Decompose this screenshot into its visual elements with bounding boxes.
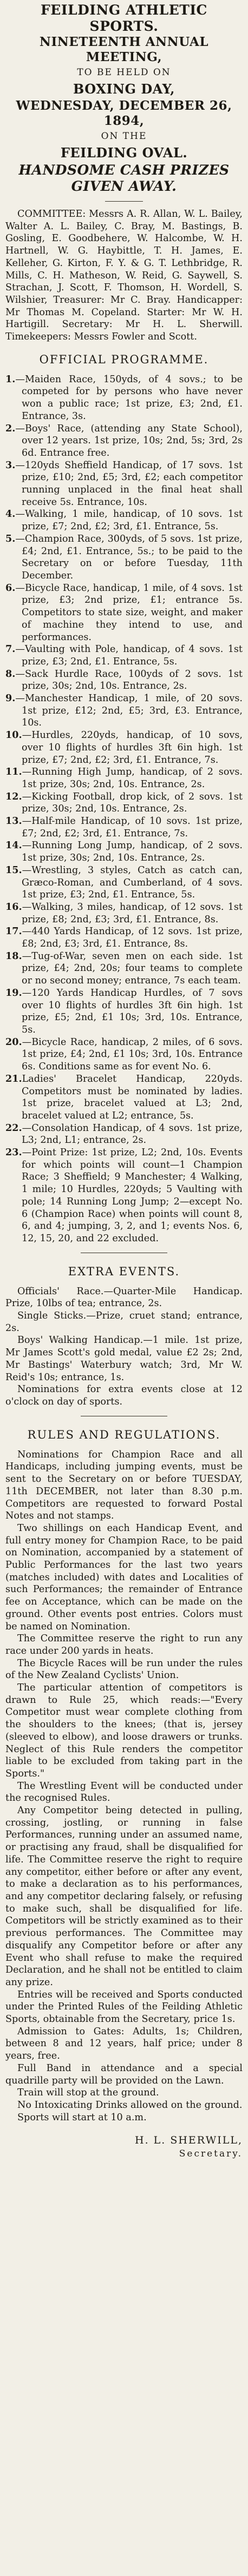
event-number: 6. [5, 582, 16, 594]
rule-paragraph: Two shillings on each Handicap Event, and full entry money for Champion Race, to be paid on Nomination, accompanied by a statement of Public Performances for the last two years (matches included) with dates and Localities of such Performances; the remainder of Entrance fee on Acceptance, which can be made on the ground. Other events post entries. Colors must be named on Nomination. [5, 1522, 243, 1632]
event-number: 12. [5, 790, 22, 802]
on-the-line: ON THE [101, 131, 147, 142]
event-number: 22. [5, 1122, 22, 1134]
to-be-held-line: TO BE HELD ON [77, 67, 171, 78]
prizes-banner-1: HANDSOME CASH PRIZES [18, 162, 230, 178]
event-text: —Half-mile Handicap, of 10 sovs. 1st prize, £7; 2nd, £2; 3rd, £1. Entrance, 7s. [22, 816, 243, 839]
rule-paragraph: The Wrestling Event will be conducted under the recognised Rules. [5, 1780, 243, 1804]
rules-list [5, 1449, 243, 2124]
event-number: 16. [5, 901, 22, 913]
programme-event [5, 1147, 243, 1245]
section-official-programme: OFFICIAL PROGRAMME. [39, 352, 209, 366]
rule-paragraph: Any Competitor being detected in pulling, crossing, jostling, or running in false Performances, running under an assumed name, or practising any fraud, shall be disqualified for life. The Committee reserve the right to require any competitor, either before or after any event, to make a declaration as to his performances, and any competitor declaring falsely, or refusing to make such, shall be disqualified for life. Competitors will be strictly examined as to their previous performances. The Committee may disqualify any Competitor before or after any Event who shall refuse to make the required Declaration, and he shall not be entitled to claim any prize. [5, 1805, 243, 1988]
meeting-subtitle: NINETEENTH ANNUAL MEETING, [39, 35, 209, 64]
event-date: WEDNESDAY, DECEMBER 26, 1894, [16, 98, 232, 128]
programme-event [5, 1073, 243, 1122]
programme-event [5, 901, 243, 926]
event-text: —Point Prize: 1st prize, L2; 2nd, 10s. Events for which points will count—1 Champion Race; 3 Sheffield; 9 Manchester; 4 Walking, 1 mile; 10 Hurdles, 220yds; 5 Vaulting with pole; 14 Running Long Jump; 2—except No. 6 (Champion Race) when points will count 8, 6, and 4; jumping, 3, 2, and 1; events Nos. 6, 12, 15, 20, and 22 excluded. [22, 1147, 243, 1244]
event-text: —Maiden Race, 150yds, of 4 sovs.; to be competed for by persons who have never won a public race; 1st prize, £3; 2nd, £1. Entrance, 3s. [15, 374, 243, 422]
rule-paragraph: The particular attention of competitors is drawn to Rule 25, which reads:—"Every Competitor must wear complete clothing from the shoulders to the knees; (that is, jersey (sleeved to elbow), and loose drawers or trunks. Neglect of this Rule renders the competitor liable to be excluded from taking part in the Sports." [5, 1682, 243, 1779]
event-number: 5. [5, 532, 16, 544]
rule-paragraph: Admission to Gates: Adults, 1s; Children, between 8 and 12 years, half price; under 8 years, free. [5, 2026, 243, 2062]
event-text: Ladies' Bracelet Handicap, 220yds. Competitors must be nominated by ladies. 1st prize, bracelet valued at L3; 2nd, bracelet valued at L2; entrance, 5s. [22, 1073, 243, 1121]
event-number: 7. [5, 643, 16, 655]
event-text: —Kicking Football, drop kick, of 2 sovs. 1st prize, 30s; 2nd, 10s. Entrance, 2s. [22, 791, 243, 815]
extra-event: Single Sticks.—Prize, cruet stand; entrance, 2s. [5, 1310, 243, 1334]
event-number: 17. [5, 926, 22, 937]
programme-event [5, 508, 243, 532]
event-text: —Running Long Jump, handicap, of 2 sovs. 1st prize, 30s; 2nd, 10s. Entrance, 2s. [22, 840, 243, 864]
programme-event [5, 766, 243, 790]
section-extra-events: EXTRA EVENTS. [68, 1264, 180, 1278]
programme-event [5, 864, 243, 901]
programme-event [5, 582, 243, 644]
extra-events-note: Nominations for extra events close at 12 o'clock on day of sports. [5, 1384, 243, 1407]
event-number: 23. [5, 1147, 22, 1159]
rule-paragraph: Sports will start at 10 a.m. [17, 2112, 147, 2123]
rule-paragraph: Train will stop at the ground. [17, 2087, 159, 2099]
event-number: 21. [5, 1073, 22, 1084]
event-number: 13. [5, 815, 22, 827]
programme-event [5, 791, 243, 815]
events-list [5, 374, 243, 1245]
event-number: 20. [5, 1036, 22, 1048]
rule-paragraph: Nominations for Champion Race and all Handicaps, including jumping events, must be sent to the Secretary on or before TUESDAY, 11th DECEMBER, not later than 8.30 p.m. Competitors are requested to forward Postal Notes and not stamps. [5, 1449, 243, 1522]
programme-event [5, 987, 243, 1036]
event-text: —Boys' Race, (attending any State School), over 12 years. 1st prize, 10s; 2nd, 5s; 3rd, 2s 6d. Entrance free. [15, 423, 243, 458]
event-number: 3. [5, 459, 16, 471]
programme-event [5, 840, 243, 864]
programme-event [5, 1122, 243, 1147]
signature-name: H. L. SHERWILL, [135, 2134, 243, 2147]
programme-event [5, 668, 243, 693]
extra-event: Boys' Walking Handicap.—1 mile. 1st prize, Mr James Scott's gold medal, value £2 2s; 2nd, Mr Bastings' Waterbury watch; 3rd, Mr W. Reid's 10s; entrance, 1s. [5, 1335, 243, 1383]
event-number: 9. [5, 693, 16, 704]
event-text: —Wrestling, 3 styles, Catch as catch can, Græco-Roman, and Cumberland, of 4 sovs. 1st prize, £3; 2nd, £1. Entrance, 5s. [22, 864, 243, 901]
programme-event [5, 460, 243, 509]
event-text: —120 Yards Handicap Hurdles, of 7 sovs over 10 flights of hurdles 3ft 6in high. 1st prize, £5; 2nd, £1 10s; 3rd, 10s. Entrance, 5s. [22, 987, 243, 1035]
programme-event [5, 374, 243, 423]
programme-event [5, 729, 243, 766]
event-number: 1. [5, 373, 16, 385]
event-text: —Walking, 1 mile, handicap, of 10 sovs. 1st prize, £7; 2nd, £2; 3rd, £1. Entrance, 5s. [15, 509, 243, 532]
rule-paragraph: No Intoxicating Drinks allowed on the ground. [17, 2099, 243, 2111]
event-text: —Walking, 3 miles, handicap, of 12 sovs. 1st prize, £8; 2nd, £3; 3rd, £1. Entrance, 8s. [22, 901, 243, 925]
programme-event [5, 1036, 243, 1073]
programme-event [5, 926, 243, 950]
event-number: 10. [5, 729, 22, 741]
event-number: 11. [5, 766, 22, 778]
rule-paragraph: Entries will be received and Sports conducted under the Printed Rules of the Feilding Athletic Sports, obtainable from the Secretary, price 1s. [5, 1989, 243, 2025]
programme-event [5, 815, 243, 840]
divider [105, 201, 143, 202]
event-number: 2. [5, 422, 16, 434]
event-text: —Vaulting with Pole, handicap, of 4 sovs. 1st prize, £3; 2nd, £1. Entrance, 5s. [15, 644, 243, 667]
event-number: 4. [5, 508, 16, 520]
rule-paragraph: Full Band in attendance and a special quadrille party will be provided on the Lawn. [5, 2062, 243, 2086]
event-text: —Manchester Handicap, 1 mile, of 20 sovs. 1st prize, £12; 2nd, £5; 3rd, £3. Entrance, 10s. [15, 693, 243, 729]
programme-event [5, 693, 243, 729]
newspaper-column [5, 0, 243, 2160]
event-text: —Bicycle Race, handicap, 1 mile, of 4 sovs. 1st prize, £3; 2nd prize, £1; entrance 5s. Competitors to state size, weight, and maker of machine they intend to use, and performances. [15, 582, 243, 643]
event-number: 14. [5, 840, 22, 851]
programme-event [5, 643, 243, 668]
page-title: FEILDING ATHLETIC SPORTS. [41, 2, 207, 34]
event-text: —120yds Sheffield Handicap, of 17 sovs. 1st prize, £10; 2nd, £5; 3rd, £2; each competitor running unplaced in the final heat shall receive 5s. Entrance, 10s. [15, 460, 243, 508]
event-day: BOXING DAY, [73, 81, 175, 97]
programme-event [5, 950, 243, 987]
event-number: 18. [5, 950, 22, 962]
event-text: —440 Yards Handicap, of 12 sovs. 1st prize, £8; 2nd, £3; 3rd, £1. Entrance, 8s. [22, 926, 243, 950]
extra-event: Officials' Race.—Quarter-Mile Handicap. Prize, 10lbs of tea; entrance, 2s. [5, 1286, 243, 1309]
rule-paragraph: The Bicycle Races will be run under the rules of the New Zealand Cyclists' Union. [5, 1658, 243, 1681]
extra-events-list [5, 1286, 243, 1384]
event-text: —Bicycle Race, handicap, 2 miles, of 6 sovs. 1st prize, £4; 2nd, £1 10s; 3rd, 10s. Entrance 6s. Conditions same as for event No. 6. [22, 1036, 243, 1073]
signature-title: Secretary. [179, 2148, 243, 2160]
event-number: 15. [5, 864, 22, 876]
rule-paragraph: The Committee reserve the right to run any race under 200 yards in heats. [5, 1633, 243, 1656]
venue: FEILDING OVAL. [60, 145, 188, 161]
committee-paragraph: COMMITTEE: Messrs A. R. Allan, W. L. Bailey, Walter A. L. Bailey, C. Bray, M. Bastings, B. Gosling, E. Goodbehere, W. Halcombe, W. H. Hartnell, W. G. Haybittle, T. H. James, E. Kelleher, G. Kirton, F. Y. & G. T. Lethbridge, R. Mills, C. H. Matheson, W. Reid, G. Saywell, S. Strachan, J. Scott, F. Thomson, H. Wordell, S. Wilshier, Treasurer: Mr C. Bray. Handicapper: Mr Thomas M. Copeland. Starter: Mr W. H. Hartigill. Secretary: Mr H. L. Sherwill. Timekeepers: Messrs Fowler and Scott. [5, 209, 243, 343]
section-rules: RULES AND REGULATIONS. [27, 1428, 221, 1441]
event-text: —Running High Jump, handicap, of 2 sovs. 1st prize, 30s; 2nd, 10s. Entrance, 2s. [22, 767, 243, 790]
event-text: —Consolation Handicap, of 4 sovs. 1st prize, L3; 2nd, L1; entrance, 2s. [22, 1122, 243, 1146]
event-number: 8. [5, 668, 16, 680]
event-text: —Hurdles, 220yds, handicap, of 10 sovs, over 10 flights of hurdles 3ft 6in high. 1st prize, £7; 2nd, £2; 3rd, £1. Entrance, 7s. [22, 730, 243, 766]
programme-event [5, 423, 243, 460]
event-text: —Tug-of-War, seven men on each side. 1st prize, £4; 2nd, 20s; four teams to complete or no second money; entrance, 7s each team. [22, 950, 243, 987]
event-number: 19. [5, 987, 22, 999]
prizes-banner-2: GIVEN AWAY. [71, 178, 177, 194]
event-text: —Champion Race, 300yds, of 5 sovs. 1st prize, £4; 2nd, £1. Entrance, 5s.; to be paid to the Secretary on or before Tuesday, 11th December. [15, 533, 243, 581]
programme-event [5, 533, 243, 582]
event-text: —Sack Hurdle Race, 100yds of 2 sovs. 1st prize, 30s; 2nd, 10s. Entrance, 2s. [15, 668, 243, 692]
